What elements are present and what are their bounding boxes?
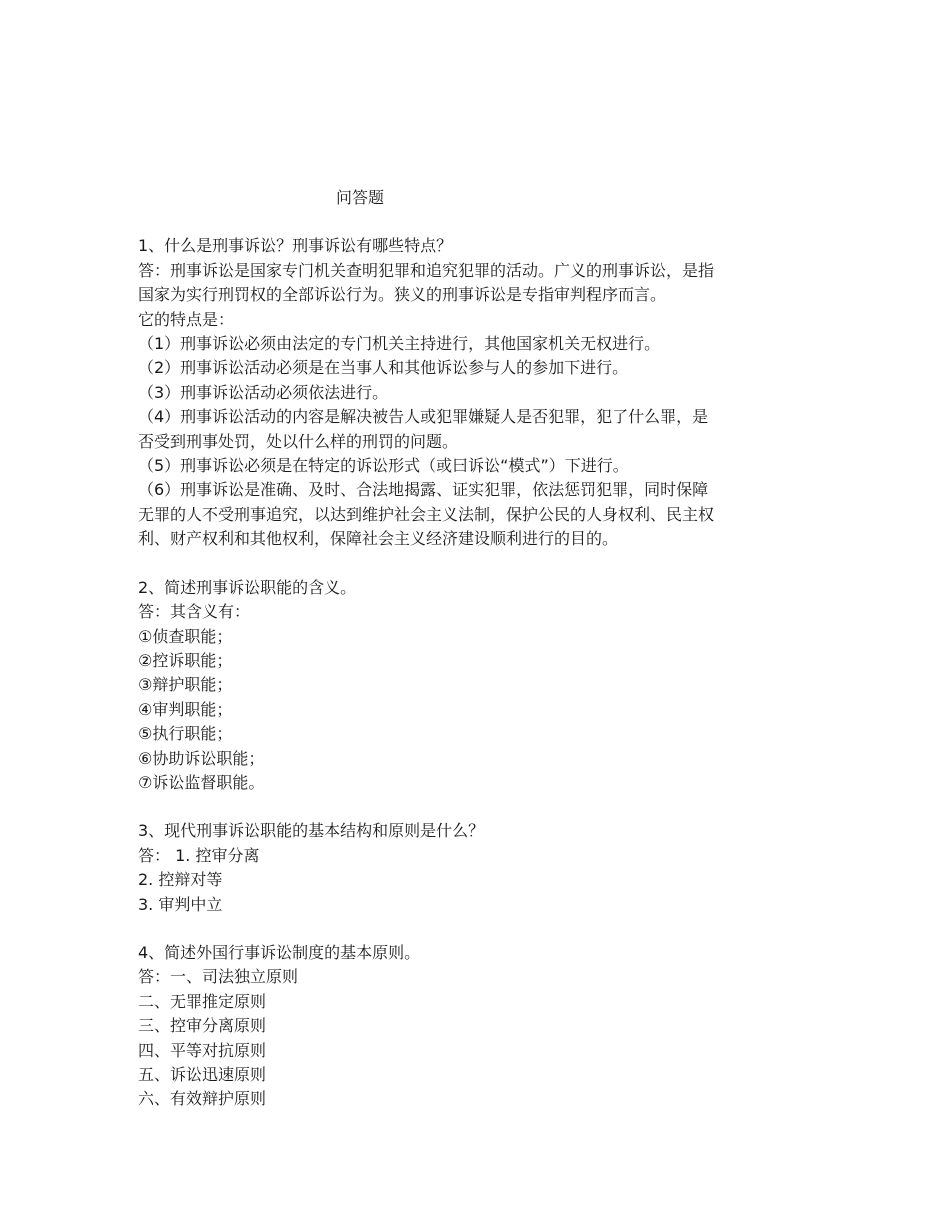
answer-line: ②控诉职能；: [138, 650, 233, 670]
qa-section-2: [138, 576, 778, 796]
document-page: [138, 186, 778, 1112]
answer-line: 三、控审分离原则: [138, 1016, 267, 1036]
answer-line: ④审判职能；: [138, 699, 233, 719]
answer-line: 国家为实行刑罚权的全部诉讼行为。狭义的刑事诉讼是专指审判程序而言。: [138, 285, 667, 305]
answer-line: 五、诉讼迅速原则: [138, 1065, 267, 1084]
answer-line: （5）刑事诉讼必须是在特定的诉讼形式（或曰诉讼“模式”）下进行。: [138, 456, 629, 476]
qa-section-3: [138, 819, 778, 917]
document-title: 问答题: [336, 188, 385, 207]
answer-line: 它的特点是：: [138, 309, 235, 329]
answer-line: ⑤执行职能；: [138, 724, 233, 744]
qa-section-1: [138, 234, 778, 551]
answer-line: 答：刑事诉讼是国家专门机关查明犯罪和追究犯罪的活动。广义的刑事诉讼，是指: [138, 260, 715, 280]
answer-line: 2. 控辩对等: [138, 870, 223, 890]
answer-line: 无罪的人不受刑事追究，以达到维护社会主义法制，保护公民的人身权利、民主权: [138, 504, 715, 524]
answer-line: （2）刑事诉讼活动必须是在当事人和其他诉讼参与人的参加下进行。: [138, 358, 629, 378]
answer-line: ③辩护职能；: [138, 675, 233, 695]
question-4: 4、简述外国行事诉讼制度的基本原则。: [138, 942, 421, 962]
question-1: 1、什么是刑事诉讼？刑事诉讼有哪些特点？: [138, 236, 453, 256]
answer-line: 答：其含义有：: [138, 602, 251, 622]
answer-line: 四、平等对抗原则: [138, 1040, 267, 1060]
question-2: 2、简述刑事诉讼职能的含义。: [138, 577, 357, 597]
answer-line: ⑥协助诉讼职能；: [138, 748, 265, 768]
answer-line: 答：一、司法独立原则: [138, 967, 299, 987]
answer-line: 3. 审判中立: [138, 894, 223, 914]
answer-line: （6）刑事诉讼是准确、及时、合法地揭露、证实犯罪，依法惩罚犯罪，同时保障: [138, 480, 709, 500]
qa-section-4: [138, 941, 778, 1112]
answer-line: 二、无罪推定原则: [138, 991, 267, 1011]
answer-line: ⑦诉讼监督职能。: [138, 772, 265, 792]
answer-line: 六、有效辩护原则: [138, 1089, 267, 1109]
question-3: 3、现代刑事诉讼职能的基本结构和原则是什么？: [138, 821, 485, 841]
answer-line: 否受到刑事处罚，处以什么样的刑罚的问题。: [138, 431, 459, 451]
answer-line: （1）刑事诉讼必须由法定的专门机关主持进行，其他国家机关无权进行。: [138, 334, 661, 354]
answer-line: （3）刑事诉讼活动必须依法进行。: [138, 382, 389, 402]
answer-line: 答： 1. 控审分离: [138, 845, 260, 865]
answer-line: 利、财产权利和其他权利，保障社会主义经济建设顺利进行的目的。: [138, 529, 619, 549]
answer-line: （4）刑事诉讼活动的内容是解决被告人或犯罪嫌疑人是否犯罪，犯了什么罪，是: [138, 407, 709, 427]
answer-line: ①侦查职能；: [138, 626, 233, 646]
